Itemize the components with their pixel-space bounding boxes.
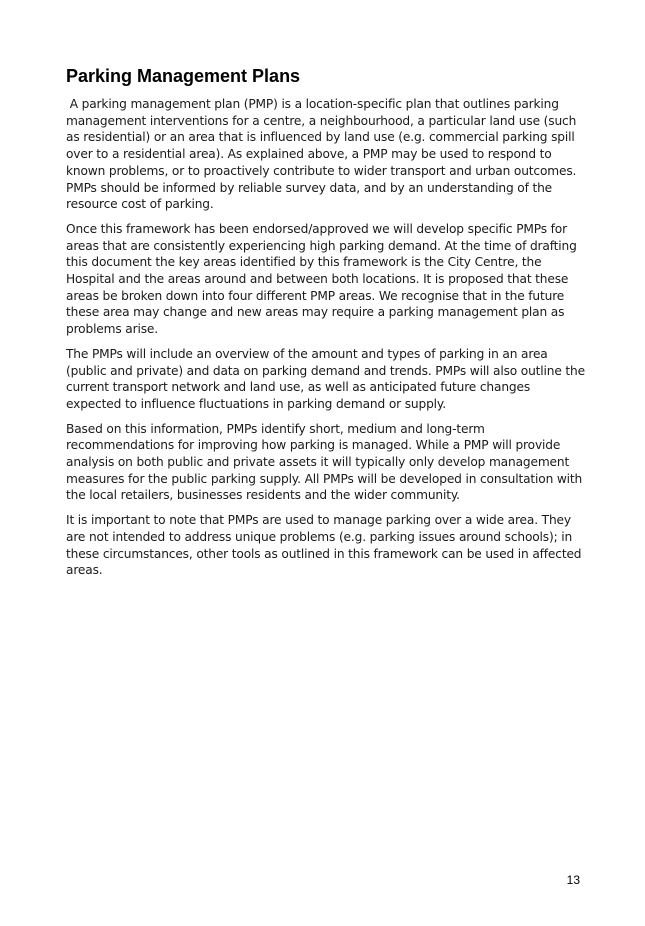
page-number: 13	[566, 873, 580, 887]
paragraph-pmp-contents: The PMPs will include an overview of the amount and types of parking in an area (public and private) and data on parking demand and trends. PMPs will also outline the current transport network and land use, as well as anticipated future changes expected to influence fluctuations in parking demand or supply.	[66, 346, 585, 411]
paragraph-pmp-development: Once this framework has been endorsed/approved we will develop specific PMPs for areas that are consistently experiencing high parking demand. At the time of drafting this document the key areas identified by this framework is the City Centre, the Hospital and the areas around and between both locations. It is proposed that these areas be broken down into four different PMP areas. We recognise that in the future these area may change and new areas may require a parking management plan as problems arise.	[66, 221, 577, 337]
paragraph-pmp-scope-note: It is important to note that PMPs are used to manage parking over a wide area. They are not intended to address unique problems (e.g. parking issues around schools); in these circumstances, other tools as outlined in this framework can be used in affected areas.	[66, 513, 582, 578]
paragraph-pmp-definition: A parking management plan (PMP) is a location-specific plan that outlines parking management interventions for a centre, a neighbourhood, a particular land use (such as residential) or an area that is influenced by land use (e.g. commercial parking spill over to a residential area). As explained above, a PMP may be used to respond to known problems, or to proactively contribute to wider transport and urban outcomes. PMPs should be informed by reliable survey data, and by an understanding of the resource cost of parking.	[66, 97, 581, 212]
body-text	[66, 96, 586, 587]
paragraph-pmp-recommendations: Based on this information, PMPs identify short, medium and long-term recommendations for improving how parking is managed. While a PMP will provide analysis on both public and private assets it will typically only develop management measures for the public parking supply. All PMPs will be developed in consultation with the local retailers, businesses residents and the wider community.	[66, 421, 583, 503]
section-heading: Parking Management Plans	[66, 66, 301, 86]
